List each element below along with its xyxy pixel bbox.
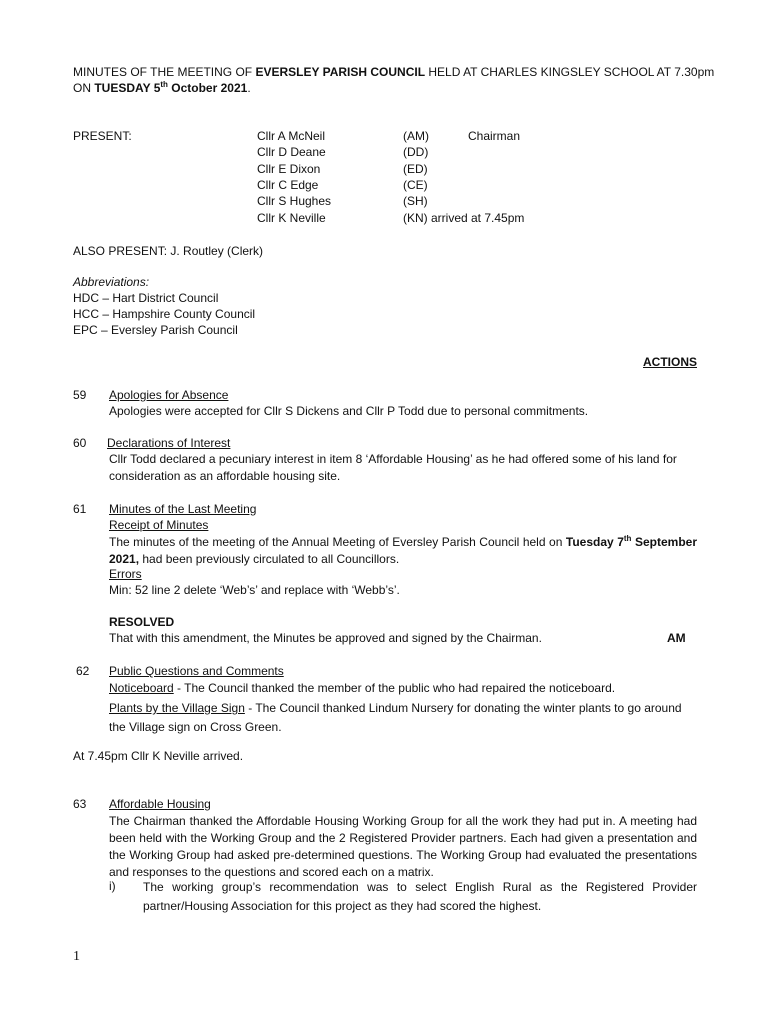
item-body: Noticeboard - The Council thanked the member of the public who had repaired the noticeboard. xyxy=(109,681,616,695)
action-owner: AM xyxy=(667,631,686,645)
arrival-note: At 7.45pm Cllr K Neville arrived. xyxy=(73,749,244,763)
item-title: Public Questions and Comments xyxy=(109,664,284,678)
minutes-title-line1: MINUTES OF THE MEETING OF EVERSLEY PARISH COUNCIL HELD AT CHARLES KINGSLEY SCHOOL AT 7.30pm xyxy=(73,65,715,79)
list-item: The working group’s recommendation was to select English Rural as the Registered Provider partner/Housing Association for this project as they had scored the highest. xyxy=(143,880,697,913)
item-body: The minutes of the meeting of the Annual Meeting of Eversley Parish Council held on Tuesday 7th September 2021, had been previously circulated to all Councillors. xyxy=(109,534,697,566)
abbreviation-item: HCC – Hampshire County Council xyxy=(73,307,256,321)
page-number: 1 xyxy=(73,949,80,964)
member-code: (CE) xyxy=(403,178,428,192)
item-title: Apologies for Absence xyxy=(109,388,229,402)
item-body: Cllr Todd declared a pecuniary interest in item 8 ‘Affordable Housing’ as he had offered some of his land for consideration as an affordable housing site. xyxy=(109,452,677,483)
resolved-label: RESOLVED xyxy=(109,615,175,629)
member-code: (ED) xyxy=(403,162,428,176)
member-code: (AM) xyxy=(403,129,429,143)
item-title: Declarations of Interest xyxy=(107,436,231,450)
item-subheading: Errors xyxy=(109,567,142,581)
member-role: Chairman xyxy=(468,129,521,143)
abbreviation-item: HDC – Hart District Council xyxy=(73,291,219,305)
member-name: Cllr A McNeil xyxy=(257,129,326,143)
abbreviations-title: Abbreviations: xyxy=(73,275,150,289)
present-label: PRESENT: xyxy=(73,129,132,143)
member-code: (KN) arrived at 7.45pm xyxy=(403,211,525,225)
item-title: Affordable Housing xyxy=(109,797,211,811)
item-number: 60 xyxy=(73,436,87,450)
item-body: Plants by the Village Sign - The Council thanked Lindum Nursery for donating the winter plants to go around the Village sign on Cross Green. xyxy=(109,701,682,734)
item-body: Apologies were accepted for Cllr S Dickens and Cllr P Todd due to personal commitments. xyxy=(109,404,589,418)
list-marker: i) xyxy=(109,879,116,893)
item-number: 61 xyxy=(73,502,87,516)
member-name: Cllr K Neville xyxy=(257,211,326,225)
member-code: (DD) xyxy=(403,145,429,159)
member-name: Cllr E Dixon xyxy=(257,162,321,176)
member-code: (SH) xyxy=(403,194,428,208)
member-name: Cllr S Hughes xyxy=(257,194,332,208)
item-subheading: Receipt of Minutes xyxy=(109,518,209,532)
resolution-text: That with this amendment, the Minutes be approved and signed by the Chairman. xyxy=(109,631,542,645)
actions-heading: ACTIONS xyxy=(643,355,697,369)
item-title: Minutes of the Last Meeting xyxy=(109,502,257,516)
abbreviation-item: EPC – Eversley Parish Council xyxy=(73,323,238,337)
item-number: 62 xyxy=(76,664,90,678)
also-present: ALSO PRESENT: J. Routley (Clerk) xyxy=(73,244,264,258)
member-name: Cllr D Deane xyxy=(257,145,326,159)
item-number: 59 xyxy=(73,388,87,402)
member-name: Cllr C Edge xyxy=(257,178,319,192)
item-body: Min: 52 line 2 delete ‘Web’s’ and replace with ‘Webb’s’. xyxy=(109,583,400,597)
item-body: The Chairman thanked the Affordable Housing Working Group for all the work they had put in. A meeting had been held with the Working Group and the 2 Registered Provider partners. Each had given a presentation and the Working Group had asked pre-determined questions. The Working Group had evaluated the presentations and responses to the questions and scored each on a matrix. xyxy=(109,814,697,879)
item-number: 63 xyxy=(73,797,87,811)
minutes-title-line2: ON TUESDAY 5th October 2021. xyxy=(73,80,251,95)
